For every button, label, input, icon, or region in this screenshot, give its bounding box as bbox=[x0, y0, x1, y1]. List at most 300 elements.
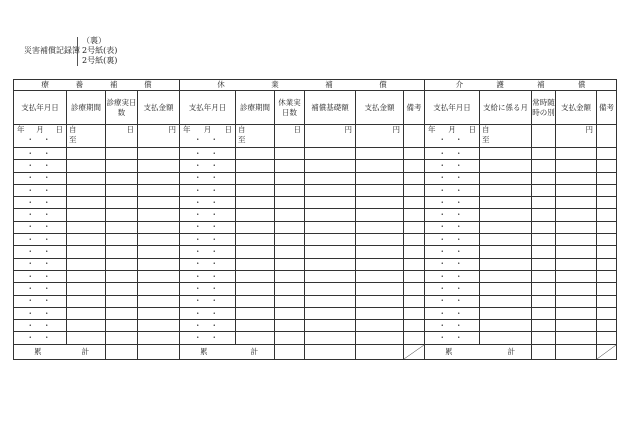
ledger-row bbox=[14, 184, 617, 196]
entry-cell[interactable] bbox=[480, 320, 532, 332]
date-dots: ・・ bbox=[194, 234, 227, 244]
entry-cell[interactable] bbox=[404, 283, 425, 295]
date-dots: ・・ bbox=[194, 333, 227, 343]
entry-cell[interactable] bbox=[356, 270, 404, 282]
entry-cell[interactable] bbox=[236, 148, 275, 160]
entry-cell[interactable] bbox=[404, 307, 425, 319]
entry-cell[interactable] bbox=[236, 197, 275, 209]
entry-cell[interactable] bbox=[597, 148, 617, 160]
care-pay-month-cell[interactable]: 自 至 bbox=[480, 125, 532, 148]
entry-cell[interactable] bbox=[425, 307, 480, 319]
entry-cell[interactable] bbox=[305, 283, 356, 295]
entry-cell[interactable] bbox=[556, 258, 597, 270]
entry-cell[interactable] bbox=[106, 209, 138, 221]
entry-cell[interactable] bbox=[532, 184, 556, 196]
entry-cell[interactable] bbox=[305, 258, 356, 270]
entry-cell[interactable] bbox=[356, 332, 404, 344]
entry-cell[interactable] bbox=[67, 172, 106, 184]
entry-cell[interactable] bbox=[597, 234, 617, 246]
entry-cell[interactable] bbox=[356, 295, 404, 307]
entry-cell[interactable] bbox=[404, 172, 425, 184]
entry-cell[interactable] bbox=[480, 332, 532, 344]
entry-cell[interactable] bbox=[404, 246, 425, 258]
entry-cell[interactable] bbox=[305, 209, 356, 221]
entry-cell[interactable] bbox=[356, 160, 404, 172]
medical-treatment-period-cell[interactable]: 自 至 bbox=[67, 125, 106, 148]
entry-cell[interactable] bbox=[180, 209, 236, 221]
entry-cell[interactable] bbox=[425, 221, 480, 233]
entry-cell[interactable] bbox=[180, 320, 236, 332]
entry-cell[interactable] bbox=[275, 258, 305, 270]
entry-cell[interactable] bbox=[532, 234, 556, 246]
care-total-constant-occasional[interactable] bbox=[532, 344, 556, 359]
entry-cell[interactable] bbox=[236, 246, 275, 258]
diagonal-slash bbox=[404, 345, 424, 359]
entry-cell[interactable] bbox=[180, 270, 236, 282]
entry-cell[interactable] bbox=[556, 234, 597, 246]
date-dots: ・・ bbox=[194, 222, 227, 232]
entry-cell[interactable] bbox=[236, 320, 275, 332]
entry-cell[interactable] bbox=[14, 221, 67, 233]
entry-cell[interactable] bbox=[138, 197, 180, 209]
entry-cell[interactable] bbox=[275, 209, 305, 221]
entry-cell[interactable] bbox=[106, 270, 138, 282]
entry-cell[interactable] bbox=[180, 184, 236, 196]
entry-cell[interactable] bbox=[138, 283, 180, 295]
date-dots: ・・ bbox=[26, 308, 60, 318]
entry-cell[interactable] bbox=[14, 197, 67, 209]
entry-cell[interactable] bbox=[138, 172, 180, 184]
entry-cell[interactable] bbox=[305, 320, 356, 332]
col-care-remarks: 備考 bbox=[597, 91, 617, 125]
entry-cell[interactable] bbox=[597, 307, 617, 319]
entry-cell[interactable] bbox=[14, 148, 67, 160]
care-remarks-cell[interactable] bbox=[597, 125, 617, 148]
care-total-label: 累 計 bbox=[425, 344, 532, 359]
col-medical-pay-amount: 支払金額 bbox=[138, 91, 180, 125]
entry-cell[interactable] bbox=[556, 221, 597, 233]
entry-cell[interactable] bbox=[480, 148, 532, 160]
entry-cell[interactable] bbox=[67, 221, 106, 233]
entry-cell[interactable] bbox=[236, 184, 275, 196]
entry-cell[interactable] bbox=[532, 172, 556, 184]
entry-cell[interactable] bbox=[556, 295, 597, 307]
entry-cell[interactable] bbox=[305, 160, 356, 172]
entry-cell[interactable] bbox=[138, 320, 180, 332]
entry-cell[interactable] bbox=[425, 209, 480, 221]
entry-cell[interactable] bbox=[597, 332, 617, 344]
ledger-row bbox=[14, 172, 617, 184]
entry-cell[interactable] bbox=[425, 172, 480, 184]
entry-cell[interactable] bbox=[275, 184, 305, 196]
entry-cell[interactable] bbox=[597, 246, 617, 258]
entry-cell[interactable] bbox=[532, 283, 556, 295]
entry-cell[interactable] bbox=[14, 307, 67, 319]
entry-cell[interactable] bbox=[532, 148, 556, 160]
entry-cell[interactable] bbox=[236, 221, 275, 233]
leave-pay-date-cell[interactable]: 年 月 日 ・・ bbox=[180, 125, 236, 148]
entry-cell[interactable] bbox=[532, 197, 556, 209]
entry-cell[interactable] bbox=[404, 270, 425, 282]
entry-cell[interactable] bbox=[556, 246, 597, 258]
entry-cell[interactable] bbox=[14, 184, 67, 196]
entry-cell[interactable] bbox=[67, 209, 106, 221]
entry-cell[interactable] bbox=[106, 148, 138, 160]
col-care-constant-occasional: 常時随時の別 bbox=[532, 91, 556, 125]
ledger-row bbox=[14, 295, 617, 307]
entry-cell[interactable] bbox=[556, 184, 597, 196]
entry-cell[interactable] bbox=[425, 148, 480, 160]
entry-cell[interactable] bbox=[236, 307, 275, 319]
date-dots: ・・ bbox=[194, 320, 227, 330]
entry-cell[interactable] bbox=[138, 270, 180, 282]
entry-cell[interactable] bbox=[532, 270, 556, 282]
entry-cell[interactable] bbox=[480, 246, 532, 258]
entry-cell[interactable] bbox=[67, 234, 106, 246]
entry-cell[interactable] bbox=[138, 221, 180, 233]
entry-cell[interactable] bbox=[180, 172, 236, 184]
entry-cell[interactable] bbox=[356, 172, 404, 184]
leave-total-base-amount[interactable] bbox=[305, 344, 356, 359]
entry-cell[interactable] bbox=[404, 320, 425, 332]
entry-cell[interactable] bbox=[138, 209, 180, 221]
ledger-row bbox=[14, 283, 617, 295]
date-dots: ・・ bbox=[194, 160, 227, 170]
leave-treatment-period-cell[interactable]: 自 至 bbox=[236, 125, 275, 148]
date-dots: ・・ bbox=[438, 271, 472, 281]
care-total-amount[interactable] bbox=[556, 344, 597, 359]
col-medical-treatment-period: 診療期間 bbox=[67, 91, 106, 125]
entry-cell[interactable] bbox=[14, 246, 67, 258]
entry-cell[interactable] bbox=[305, 172, 356, 184]
entry-cell[interactable] bbox=[305, 332, 356, 344]
entry-cell[interactable] bbox=[480, 172, 532, 184]
leave-total-days[interactable] bbox=[275, 344, 305, 359]
date-dots: ・・ bbox=[438, 283, 472, 293]
entry-cell[interactable] bbox=[67, 307, 106, 319]
entry-cell[interactable] bbox=[404, 332, 425, 344]
entry-cell[interactable] bbox=[275, 221, 305, 233]
entry-cell[interactable] bbox=[180, 148, 236, 160]
entry-cell[interactable] bbox=[532, 258, 556, 270]
entry-cell[interactable] bbox=[275, 197, 305, 209]
entry-cell[interactable] bbox=[14, 295, 67, 307]
entry-cell[interactable] bbox=[597, 221, 617, 233]
leave-base-amount-cell[interactable]: 円 bbox=[305, 125, 356, 148]
entry-cell[interactable] bbox=[106, 172, 138, 184]
entry-cell[interactable] bbox=[404, 258, 425, 270]
entry-cell[interactable] bbox=[425, 320, 480, 332]
entry-cell[interactable] bbox=[180, 332, 236, 344]
entry-cell[interactable] bbox=[425, 270, 480, 282]
entry-cell[interactable] bbox=[275, 307, 305, 319]
entry-cell[interactable] bbox=[14, 209, 67, 221]
entry-cell[interactable] bbox=[106, 184, 138, 196]
entry-cell[interactable] bbox=[305, 246, 356, 258]
entry-cell[interactable] bbox=[556, 270, 597, 282]
entry-cell[interactable] bbox=[356, 307, 404, 319]
entry-cell[interactable] bbox=[556, 332, 597, 344]
entry-cell[interactable] bbox=[597, 184, 617, 196]
entry-cell[interactable] bbox=[305, 148, 356, 160]
entry-cell[interactable] bbox=[532, 221, 556, 233]
entry-cell[interactable] bbox=[106, 320, 138, 332]
entry-cell[interactable] bbox=[305, 221, 356, 233]
entry-cell[interactable] bbox=[404, 234, 425, 246]
entry-cell[interactable] bbox=[236, 270, 275, 282]
col-leave-pay-date: 支払年月日 bbox=[180, 91, 236, 125]
medical-treatment-days-cell[interactable]: 日 bbox=[106, 125, 138, 148]
entry-cell[interactable] bbox=[138, 258, 180, 270]
entry-cell[interactable] bbox=[236, 283, 275, 295]
entry-cell[interactable] bbox=[275, 332, 305, 344]
entry-cell[interactable] bbox=[180, 197, 236, 209]
entry-cell[interactable] bbox=[305, 184, 356, 196]
entry-cell[interactable] bbox=[14, 270, 67, 282]
entry-cell[interactable] bbox=[236, 258, 275, 270]
entry-cell[interactable] bbox=[597, 209, 617, 221]
entry-cell[interactable] bbox=[356, 246, 404, 258]
care-pay-amount-cell[interactable]: 円 bbox=[556, 125, 597, 148]
entry-cell[interactable] bbox=[14, 258, 67, 270]
entry-cell[interactable] bbox=[404, 221, 425, 233]
entry-cell[interactable] bbox=[106, 221, 138, 233]
entry-cell[interactable] bbox=[404, 209, 425, 221]
entry-cell[interactable] bbox=[356, 258, 404, 270]
entry-cell[interactable] bbox=[180, 246, 236, 258]
entry-cell[interactable] bbox=[236, 160, 275, 172]
entry-cell[interactable] bbox=[14, 234, 67, 246]
entry-cell[interactable] bbox=[597, 320, 617, 332]
entry-cell[interactable] bbox=[480, 295, 532, 307]
entry-cell[interactable] bbox=[67, 295, 106, 307]
entry-cell[interactable] bbox=[425, 258, 480, 270]
leave-total-pay-amount[interactable] bbox=[356, 344, 404, 359]
entry-cell[interactable] bbox=[556, 160, 597, 172]
entry-cell[interactable] bbox=[275, 160, 305, 172]
entry-cell[interactable] bbox=[236, 295, 275, 307]
entry-cell[interactable] bbox=[480, 258, 532, 270]
entry-cell[interactable] bbox=[138, 246, 180, 258]
entry-cell[interactable] bbox=[138, 184, 180, 196]
ledger-row bbox=[14, 148, 617, 160]
entry-cell[interactable] bbox=[67, 160, 106, 172]
entry-cell[interactable] bbox=[106, 160, 138, 172]
entry-cell[interactable] bbox=[106, 307, 138, 319]
entry-cell[interactable] bbox=[597, 295, 617, 307]
date-dots: ・・ bbox=[438, 160, 472, 170]
entry-cell[interactable] bbox=[180, 221, 236, 233]
entry-cell[interactable] bbox=[556, 283, 597, 295]
entry-cell[interactable] bbox=[480, 197, 532, 209]
entry-cell[interactable] bbox=[597, 283, 617, 295]
date-dots: ・・ bbox=[438, 222, 472, 232]
header-line-back: （裏） bbox=[82, 36, 106, 45]
entry-cell[interactable] bbox=[275, 234, 305, 246]
entry-cell[interactable] bbox=[14, 172, 67, 184]
entry-cell[interactable] bbox=[532, 246, 556, 258]
form-title: 災害補償記録簿 bbox=[24, 46, 80, 55]
entry-cell[interactable] bbox=[67, 184, 106, 196]
entry-cell[interactable] bbox=[67, 148, 106, 160]
entry-cell[interactable] bbox=[425, 234, 480, 246]
medical-total-amount[interactable] bbox=[138, 344, 180, 359]
entry-cell[interactable] bbox=[106, 246, 138, 258]
entry-cell[interactable] bbox=[275, 283, 305, 295]
care-constant-occasional-cell[interactable] bbox=[532, 125, 556, 148]
entry-cell[interactable] bbox=[404, 295, 425, 307]
entry-cell[interactable] bbox=[425, 197, 480, 209]
entry-cell[interactable] bbox=[356, 184, 404, 196]
entry-cell[interactable] bbox=[180, 283, 236, 295]
entry-cell[interactable] bbox=[275, 148, 305, 160]
entry-cell[interactable] bbox=[480, 307, 532, 319]
entry-cell[interactable] bbox=[597, 258, 617, 270]
entry-cell[interactable] bbox=[14, 320, 67, 332]
entry-cell[interactable] bbox=[480, 184, 532, 196]
entry-cell[interactable] bbox=[532, 295, 556, 307]
leave-pay-amount-cell[interactable]: 円 bbox=[356, 125, 404, 148]
entry-cell[interactable] bbox=[236, 234, 275, 246]
entry-cell[interactable] bbox=[67, 258, 106, 270]
entry-cell[interactable] bbox=[425, 283, 480, 295]
entry-cell[interactable] bbox=[480, 209, 532, 221]
entry-cell[interactable] bbox=[556, 320, 597, 332]
entry-cell[interactable] bbox=[356, 148, 404, 160]
ledger-row bbox=[14, 221, 617, 233]
entry-cell[interactable] bbox=[138, 160, 180, 172]
entry-cell[interactable] bbox=[480, 283, 532, 295]
entry-cell[interactable] bbox=[14, 332, 67, 344]
entry-cell[interactable] bbox=[425, 332, 480, 344]
date-dots: ・・ bbox=[26, 333, 60, 343]
entry-cell[interactable] bbox=[67, 283, 106, 295]
entry-cell[interactable] bbox=[404, 197, 425, 209]
entry-cell[interactable] bbox=[305, 307, 356, 319]
date-dots: ・・ bbox=[438, 308, 472, 318]
entry-cell[interactable] bbox=[180, 295, 236, 307]
entry-cell[interactable] bbox=[480, 270, 532, 282]
entry-cell[interactable] bbox=[597, 172, 617, 184]
entry-cell[interactable] bbox=[180, 258, 236, 270]
entry-cell[interactable] bbox=[425, 184, 480, 196]
entry-cell[interactable] bbox=[180, 160, 236, 172]
entry-cell[interactable] bbox=[138, 332, 180, 344]
leave-days-cell[interactable]: 日 bbox=[275, 125, 305, 148]
entry-cell[interactable] bbox=[138, 148, 180, 160]
leave-remarks-cell[interactable] bbox=[404, 125, 425, 148]
entry-cell[interactable] bbox=[404, 160, 425, 172]
entry-cell[interactable] bbox=[532, 160, 556, 172]
entry-cell[interactable] bbox=[532, 209, 556, 221]
entry-cell[interactable] bbox=[67, 197, 106, 209]
ledger-row bbox=[14, 160, 617, 172]
entry-cell[interactable] bbox=[532, 307, 556, 319]
care-pay-date-cell[interactable]: 年 月 日 ・・ bbox=[425, 125, 480, 148]
entry-cell[interactable] bbox=[356, 320, 404, 332]
entry-cell[interactable] bbox=[597, 197, 617, 209]
entry-cell[interactable] bbox=[532, 332, 556, 344]
entry-cell[interactable] bbox=[67, 246, 106, 258]
entry-cell[interactable] bbox=[106, 197, 138, 209]
entry-cell[interactable] bbox=[106, 258, 138, 270]
entry-cell[interactable] bbox=[67, 320, 106, 332]
date-dots: ・・ bbox=[26, 148, 60, 158]
entry-cell[interactable] bbox=[138, 307, 180, 319]
entry-cell[interactable] bbox=[425, 295, 480, 307]
entry-cell[interactable] bbox=[356, 209, 404, 221]
entry-cell[interactable] bbox=[556, 172, 597, 184]
entry-cell[interactable] bbox=[14, 160, 67, 172]
entry-cell[interactable] bbox=[180, 234, 236, 246]
entry-cell[interactable] bbox=[356, 283, 404, 295]
entry-cell[interactable] bbox=[556, 148, 597, 160]
date-dots: ・・ bbox=[26, 210, 60, 220]
entry-cell[interactable] bbox=[480, 221, 532, 233]
entry-cell[interactable] bbox=[305, 197, 356, 209]
entry-cell[interactable] bbox=[556, 197, 597, 209]
entry-cell[interactable] bbox=[236, 172, 275, 184]
leave-total-remarks-slashed bbox=[404, 344, 425, 359]
entry-cell[interactable] bbox=[404, 148, 425, 160]
entry-cell[interactable] bbox=[106, 332, 138, 344]
entry-cell[interactable] bbox=[106, 234, 138, 246]
medical-pay-amount-cell[interactable]: 円 bbox=[138, 125, 180, 148]
date-dots: ・・ bbox=[194, 185, 227, 195]
entry-cell[interactable] bbox=[305, 270, 356, 282]
entry-cell[interactable] bbox=[138, 234, 180, 246]
entry-cell[interactable] bbox=[597, 270, 617, 282]
entry-cell[interactable] bbox=[138, 295, 180, 307]
entry-cell[interactable] bbox=[180, 307, 236, 319]
date-dots: ・・ bbox=[438, 234, 472, 244]
entry-cell[interactable] bbox=[275, 270, 305, 282]
entry-cell[interactable] bbox=[106, 295, 138, 307]
medical-pay-date-cell[interactable]: 年 月 日 ・・ bbox=[14, 125, 67, 148]
entry-cell[interactable] bbox=[356, 221, 404, 233]
entry-cell[interactable] bbox=[556, 307, 597, 319]
entry-cell[interactable] bbox=[597, 160, 617, 172]
entry-cell[interactable] bbox=[425, 246, 480, 258]
entry-cell[interactable] bbox=[305, 295, 356, 307]
entry-cell[interactable] bbox=[532, 320, 556, 332]
entry-cell[interactable] bbox=[275, 246, 305, 258]
date-dots: ・・ bbox=[26, 197, 60, 207]
header-lines bbox=[82, 36, 117, 66]
date-dots: ・・ bbox=[26, 234, 60, 244]
entry-cell[interactable] bbox=[480, 160, 532, 172]
entry-cell[interactable] bbox=[275, 172, 305, 184]
entry-cell[interactable] bbox=[480, 234, 532, 246]
entry-cell[interactable] bbox=[275, 295, 305, 307]
entry-cell[interactable] bbox=[356, 197, 404, 209]
entry-cell[interactable] bbox=[14, 283, 67, 295]
entry-cell[interactable] bbox=[356, 234, 404, 246]
entry-cell[interactable] bbox=[425, 160, 480, 172]
entry-cell[interactable] bbox=[67, 332, 106, 344]
entry-cell[interactable] bbox=[67, 270, 106, 282]
entry-cell[interactable] bbox=[556, 209, 597, 221]
entry-cell[interactable] bbox=[236, 332, 275, 344]
entry-cell[interactable] bbox=[236, 209, 275, 221]
group-care-compensation: 介 護 補 償 bbox=[425, 80, 617, 91]
entry-cell[interactable] bbox=[404, 184, 425, 196]
date-dots: ・・ bbox=[194, 283, 227, 293]
entry-cell[interactable] bbox=[305, 234, 356, 246]
entry-cell[interactable] bbox=[275, 320, 305, 332]
entry-cell[interactable] bbox=[106, 283, 138, 295]
medical-total-days[interactable] bbox=[106, 344, 138, 359]
